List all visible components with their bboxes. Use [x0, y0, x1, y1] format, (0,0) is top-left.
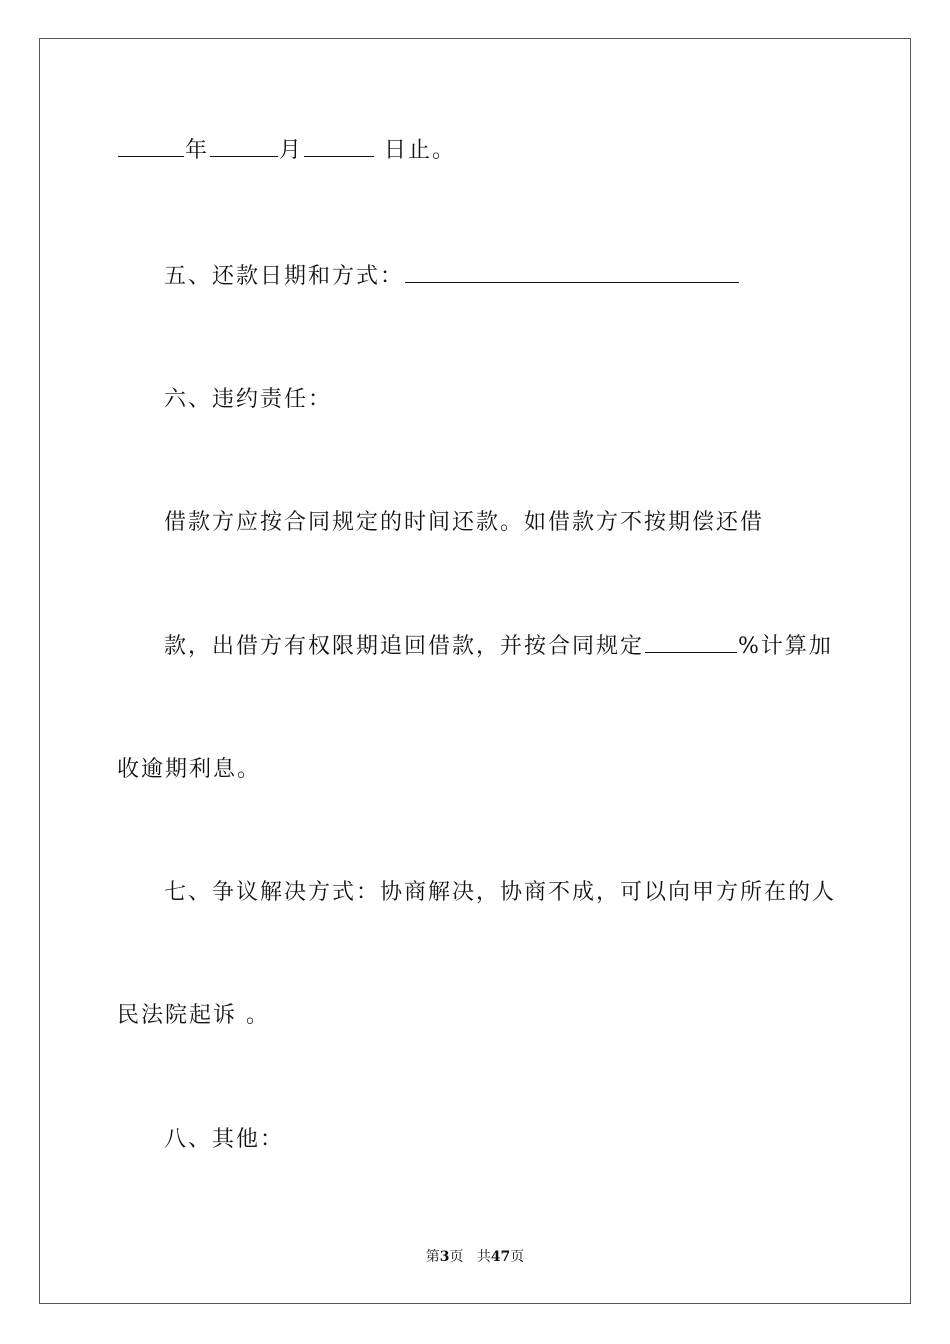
footer-prefix: 第	[425, 1249, 440, 1265]
section-6-para-line-2-text: 款，出借方有权限期追回借款，并按合同规定	[164, 634, 645, 659]
current-page-number: 3	[439, 1249, 450, 1265]
year-blank[interactable]	[118, 136, 184, 157]
footer-total-prefix: 共	[476, 1249, 491, 1265]
section-6-para-line-3: 收逾期利息。	[117, 757, 262, 782]
section-7-line-2: 民法院起诉 。	[117, 1003, 270, 1028]
footer-total-unit: 页	[510, 1249, 525, 1265]
interest-rate-blank[interactable]	[645, 632, 737, 653]
section-6-heading: 六、违约责任：	[164, 387, 333, 412]
section-6-para-line-2-tail: %计算加	[738, 634, 833, 659]
section-5-line	[164, 262, 740, 292]
year-label: 年	[185, 138, 210, 163]
section-5-label: 五、还款日期和方式：	[164, 264, 405, 289]
day-blank[interactable]	[304, 136, 374, 157]
section-8-heading: 八、其他：	[164, 1127, 285, 1152]
day-end-label: 日止。	[384, 138, 457, 163]
section-6-para-line-2	[164, 632, 833, 662]
repayment-method-blank[interactable]	[405, 262, 739, 283]
page-border	[39, 38, 911, 1304]
section-6-para-line-1: 借款方应按合同规定的时间还款。如借款方不按期偿还借	[164, 510, 765, 535]
footer-page-unit: 页	[449, 1249, 464, 1265]
date-range-line	[117, 136, 456, 166]
total-page-count: 47	[490, 1249, 511, 1265]
page-footer	[0, 1247, 950, 1267]
month-label: 月	[279, 138, 304, 163]
month-blank[interactable]	[210, 136, 278, 157]
section-7-line-1: 七、争议解决方式：协商解决，协商不成，可以向甲方所在的人	[164, 880, 837, 905]
